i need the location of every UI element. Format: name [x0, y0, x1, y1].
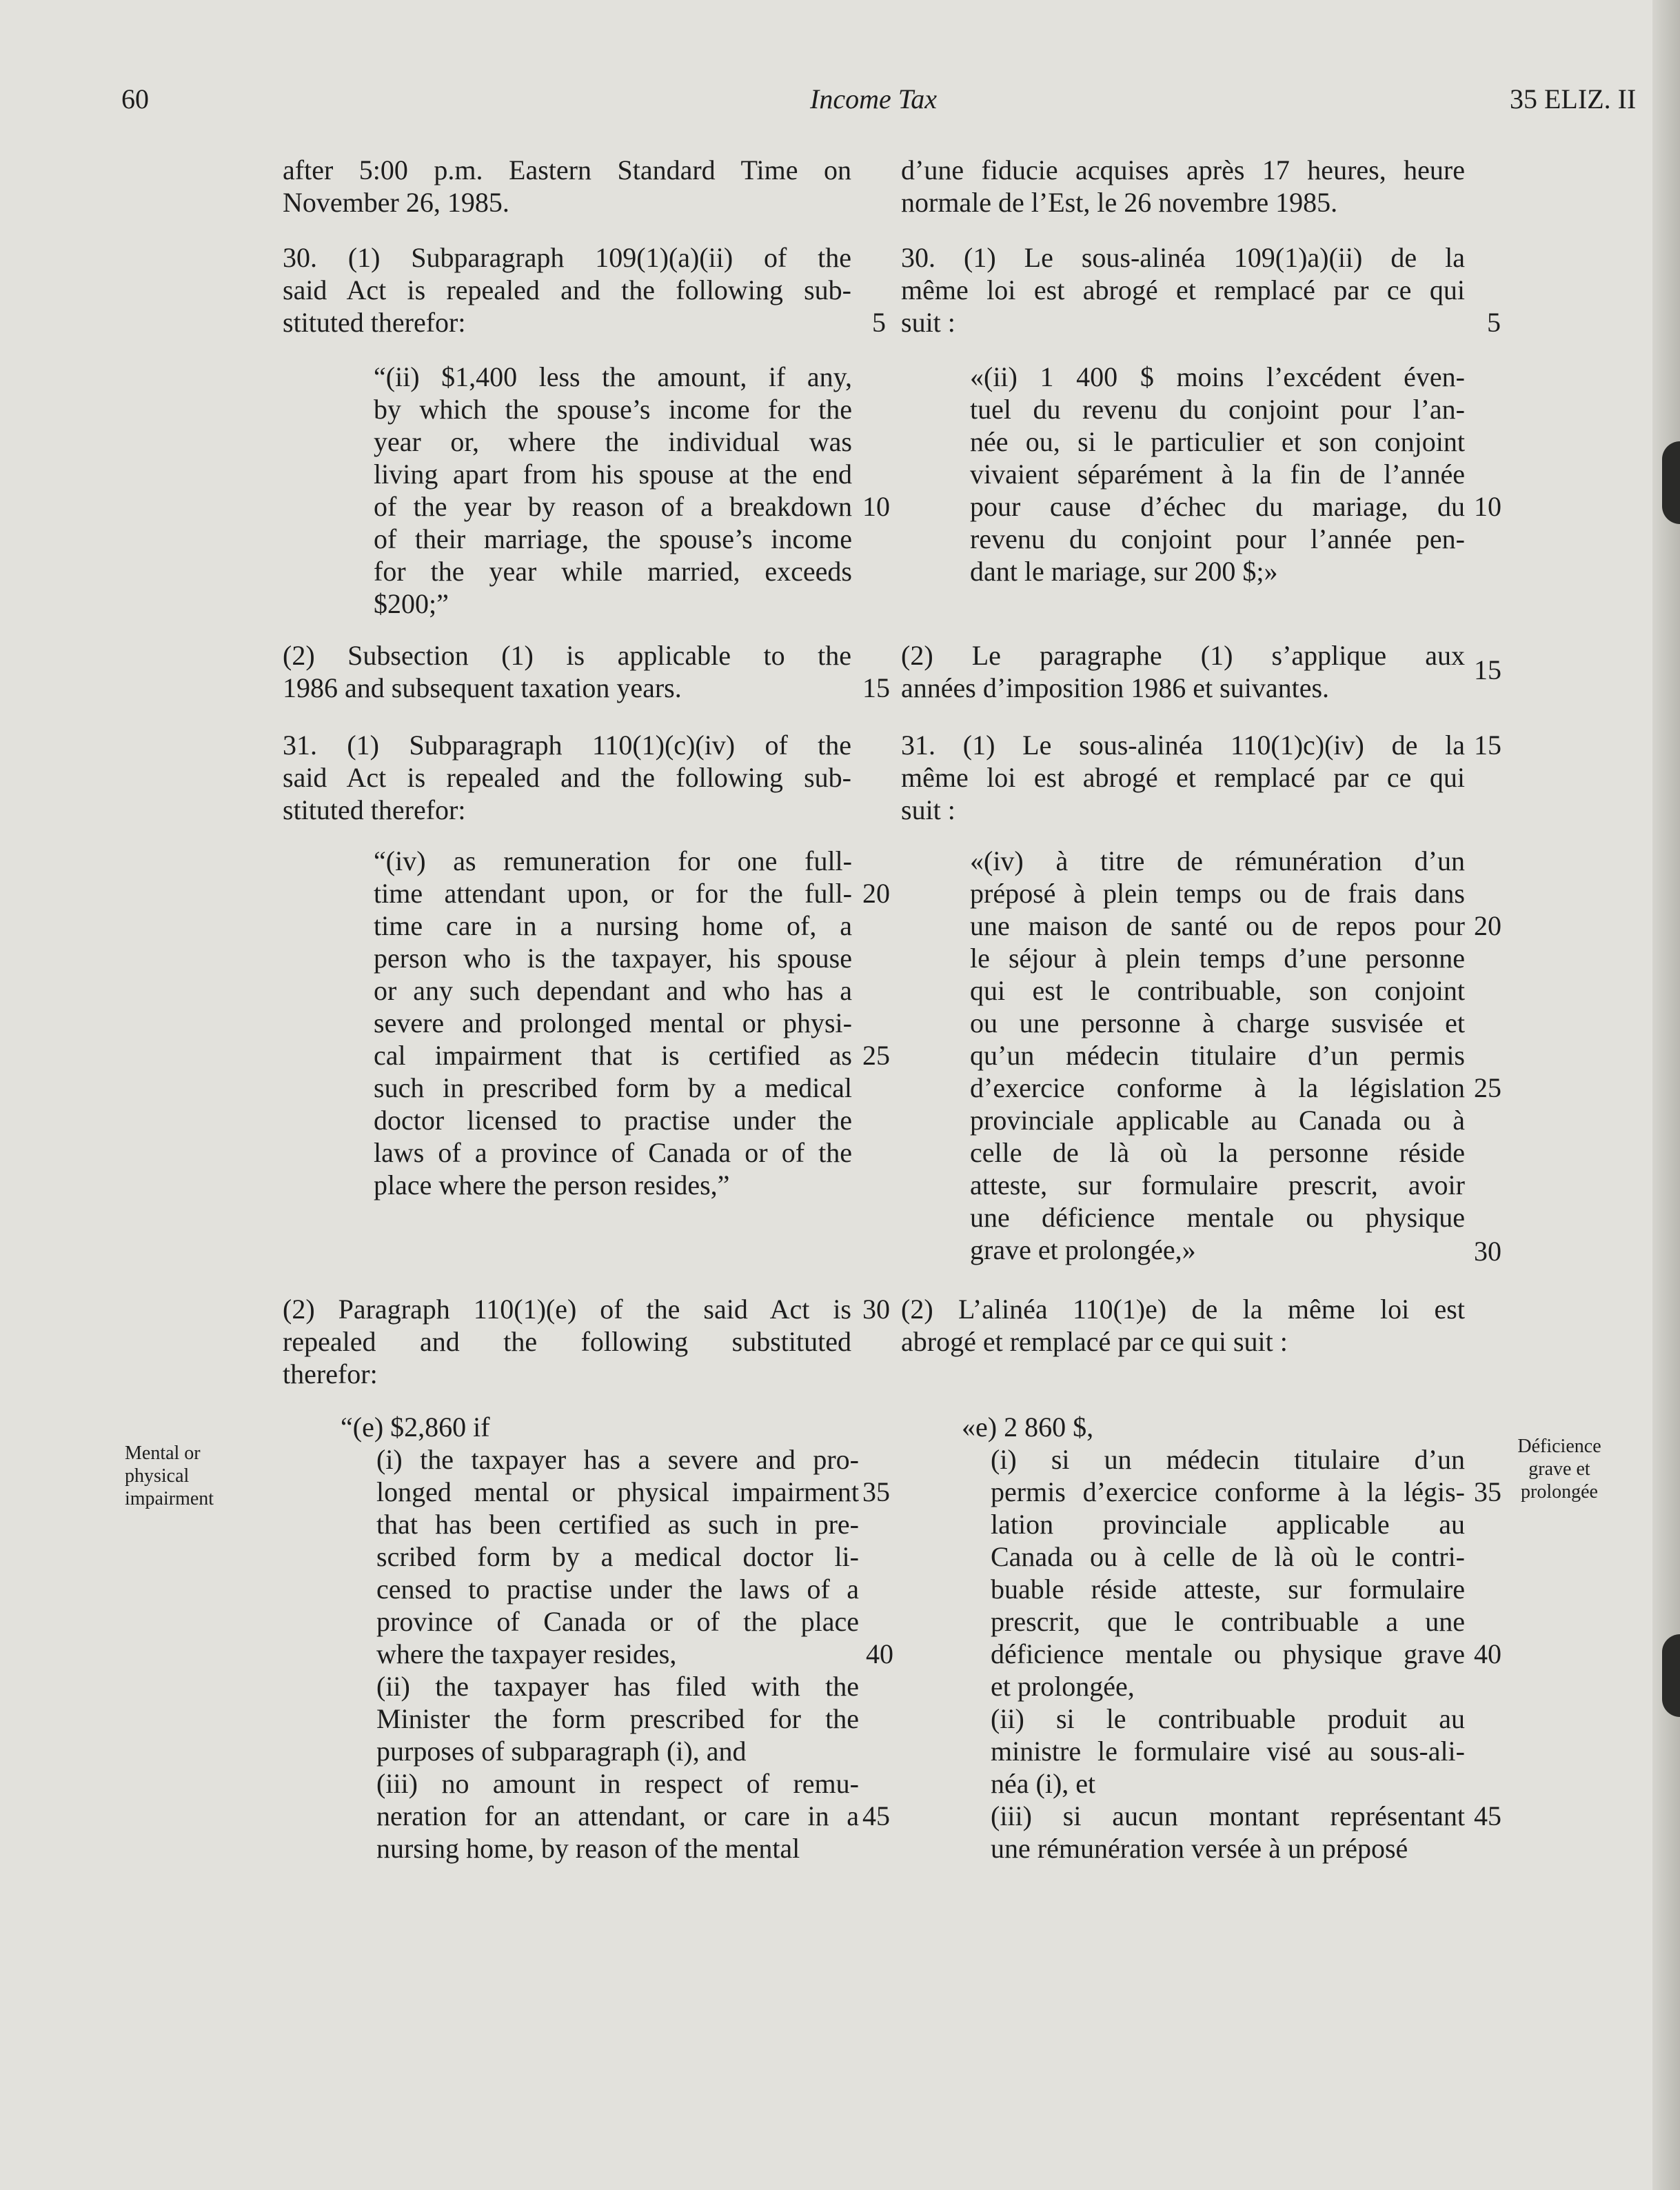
text-line: «e) 2 860 $,	[962, 1412, 1094, 1443]
text-line: même loi est abrogé et remplacé par ce qui	[901, 274, 1465, 305]
line-number: 20	[1474, 910, 1501, 941]
text-line: (iii) si aucun montant représentant	[991, 1800, 1465, 1831]
text-line: une déficience mentale ou physique	[970, 1202, 1465, 1233]
text-line: «(iv) à titre de rémunération d’un	[970, 845, 1465, 876]
section-heading: 30. (1) Subparagraph 109(1)(a)(ii) of the	[283, 242, 851, 273]
text-line: place where the person resides,”	[374, 1169, 730, 1201]
french-paragraph-e-heading	[962, 1411, 1465, 1443]
running-title: Income Tax	[810, 83, 938, 114]
text-line: (i) si un médecin titulaire d’un	[991, 1444, 1465, 1475]
text-line: suit :	[901, 794, 955, 825]
english-paragraph-e-items	[376, 1443, 859, 1865]
text-line: doctor licensed to practise under the	[374, 1105, 852, 1136]
text-line: (2) Subsection (1) is applicable to the	[283, 640, 851, 671]
french-section-30-2	[901, 639, 1465, 704]
english-section-30-2	[283, 639, 851, 704]
text-line: of their marriage, the spouse’s income	[374, 523, 852, 554]
text-line: années d’imposition 1986 et suivantes.	[901, 672, 1330, 703]
text-line: severe and prolonged mental or physi-	[374, 1007, 852, 1038]
text-line: déficience mentale ou physique grave	[991, 1638, 1465, 1669]
french-section-31-1	[901, 729, 1465, 826]
english-section-31-2	[283, 1293, 851, 1390]
text-line: (ii) si le contribuable produit au	[991, 1703, 1465, 1734]
text-line: (iii) no amount in respect of remu-	[376, 1768, 859, 1799]
line-number: 35	[862, 1476, 890, 1507]
binder-hole	[1662, 1634, 1680, 1717]
text-line: for the year while married, exceeds	[374, 556, 852, 587]
text-line: une rémunération versée à un préposé	[991, 1833, 1408, 1864]
line-number: 30	[1474, 1236, 1501, 1267]
line-number: 35	[1474, 1476, 1501, 1507]
regnal-year: 35 ELIZ. II	[1510, 83, 1637, 114]
text-line: Mental or	[125, 1443, 201, 1464]
english-paragraph-e-heading	[341, 1411, 852, 1443]
text-line: grave et prolongée,»	[970, 1234, 1196, 1265]
text-line: ministre le formulaire visé au sous-ali-	[991, 1736, 1465, 1767]
text-line: (2) Paragraph 110(1)(e) of the said Act is	[283, 1294, 851, 1325]
french-section-30-1	[901, 241, 1465, 339]
text-line: une maison de santé ou de repos pour	[970, 910, 1465, 941]
page-edge-shadow	[1652, 0, 1680, 2190]
line-number: 25	[862, 1040, 890, 1071]
text-line: (ii) the taxpayer has filed with the	[376, 1671, 859, 1702]
line-number: 45	[1474, 1800, 1501, 1831]
margin-note-french	[1514, 1435, 1605, 1503]
text-line: même loi est abrogé et remplacé par ce qui	[901, 762, 1465, 793]
text-line: stituted therefor:	[283, 794, 466, 825]
text-line: lation provinciale applicable au	[991, 1509, 1465, 1540]
french-paragraph-e-items	[991, 1443, 1465, 1865]
text-line: therefor:	[283, 1358, 378, 1389]
section-heading: 31. (1) Le sous-alinéa 110(1)c)(iv) de la	[901, 730, 1465, 761]
line-number: 40	[1474, 1638, 1501, 1669]
text-line: year or, where the individual was	[374, 426, 852, 457]
text-line: purposes of subparagraph (i), and	[376, 1736, 747, 1767]
text-line: d’une fiducie acquises après 17 heures, heure	[901, 154, 1465, 185]
text-line: where the taxpayer resides,	[376, 1638, 677, 1669]
text-line: et prolongée,	[991, 1671, 1135, 1702]
text-line: by which the spouse’s income for the	[374, 394, 852, 425]
text-line: “(ii) $1,400 less the amount, if any,	[374, 361, 852, 392]
line-number: 5	[1487, 307, 1501, 338]
text-line: prolongée	[1521, 1481, 1598, 1503]
text-line: said Act is repealed and the following sub-	[283, 762, 851, 793]
text-line: (i) the taxpayer has a severe and pro-	[376, 1444, 859, 1475]
text-line: scribed form by a medical doctor li-	[376, 1541, 859, 1572]
french-quote-30	[970, 361, 1465, 587]
text-line: “(e) $2,860 if	[341, 1412, 490, 1443]
text-line: cal impairment that is certified as	[374, 1040, 852, 1071]
text-line: normale de l’Est, le 26 novembre 1985.	[901, 187, 1338, 218]
text-line: «(ii) 1 400 $ moins l’excédent éven-	[970, 361, 1465, 392]
text-line: prescrit, que le contribuable a une	[991, 1606, 1465, 1637]
section-heading: 31. (1) Subparagraph 110(1)(c)(iv) of the	[283, 730, 851, 761]
text-line: of the year by reason of a breakdown	[374, 491, 852, 522]
text-line: time attendant upon, or for the full-	[374, 878, 852, 909]
line-number: 30	[862, 1294, 890, 1325]
english-section-31-1	[283, 729, 851, 826]
french-intro	[901, 154, 1465, 219]
text-line: revenu du conjoint pour l’année pen-	[970, 523, 1465, 554]
text-line: née ou, si le particulier et son conjoint	[970, 426, 1465, 457]
text-line: (2) L’alinéa 110(1)e) de la même loi est	[901, 1294, 1465, 1325]
line-number: 45	[862, 1800, 890, 1831]
text-line: impairment	[125, 1488, 214, 1509]
english-quote-30	[374, 361, 852, 620]
text-line: celle de là où la personne réside	[970, 1137, 1465, 1168]
text-line: néa (i), et	[991, 1768, 1096, 1799]
text-line: after 5:00 p.m. Eastern Standard Time on	[283, 154, 851, 185]
text-line: province of Canada or of the place	[376, 1606, 859, 1637]
text-line: neration for an attendant, or care in a	[376, 1800, 859, 1831]
text-line: November 26, 1985.	[283, 187, 509, 218]
text-line: laws of a province of Canada or of the	[374, 1137, 852, 1168]
text-line: préposé à plein temps ou de frais dans	[970, 878, 1465, 909]
line-number: 20	[862, 878, 890, 909]
english-quote-31	[374, 845, 852, 1201]
text-line: buable réside atteste, sur formulaire	[991, 1574, 1465, 1605]
english-section-30-1	[283, 241, 851, 339]
binder-hole	[1662, 441, 1680, 524]
text-line: atteste, sur formulaire prescrit, avoir	[970, 1169, 1465, 1201]
line-number: 25	[1474, 1072, 1501, 1103]
text-line: that has been certified as such in pre-	[376, 1509, 859, 1540]
text-line: 1986 and subsequent taxation years.	[283, 672, 682, 703]
text-line: grave et	[1528, 1458, 1590, 1480]
text-line: d’exercice conforme à la législation	[970, 1072, 1465, 1103]
text-line: physical	[125, 1465, 190, 1487]
text-line: living apart from his spouse at the end	[374, 459, 852, 490]
text-line: time care in a nursing home of, a	[374, 910, 852, 941]
text-line: tuel du revenu du conjoint pour l’an-	[970, 394, 1465, 425]
line-number: 10	[862, 491, 890, 522]
text-line: qui est le contribuable, son conjoint	[970, 975, 1465, 1006]
text-line: provinciale applicable au Canada ou à	[970, 1105, 1465, 1136]
text-line: said Act is repealed and the following sub-	[283, 274, 851, 305]
text-line: le séjour à plein temps d’une personne	[970, 943, 1465, 974]
page-number: 60	[121, 83, 149, 114]
text-line: $200;”	[374, 588, 449, 619]
english-intro	[283, 154, 851, 219]
text-line: dant le mariage, sur 200 $;»	[970, 556, 1278, 587]
text-line: pour cause d’échec du mariage, du	[970, 491, 1465, 522]
text-line: qu’un médecin titulaire d’un permis	[970, 1040, 1465, 1071]
line-number: 40	[866, 1638, 893, 1669]
text-line: or any such dependant and who has a	[374, 975, 852, 1006]
text-line: person who is the taxpayer, his spouse	[374, 943, 852, 974]
text-line: longed mental or physical impairment	[376, 1476, 859, 1507]
text-line: such in prescribed form by a medical	[374, 1072, 852, 1103]
text-line: censed to practise under the laws of a	[376, 1574, 859, 1605]
french-section-31-2	[901, 1293, 1465, 1358]
text-line: suit :	[901, 307, 955, 338]
text-line: (2) Le paragraphe (1) s’applique aux	[901, 640, 1465, 671]
text-line: stituted therefor:	[283, 307, 466, 338]
line-number: 10	[1474, 491, 1501, 522]
margin-note-english	[125, 1442, 214, 1510]
french-quote-31	[970, 845, 1465, 1266]
text-line: ou une personne à charge susvisée et	[970, 1007, 1465, 1038]
text-line: Minister the form prescribed for the	[376, 1703, 859, 1734]
line-number: 15	[1474, 730, 1501, 761]
line-number: 5	[872, 307, 886, 338]
line-number: 15	[862, 672, 890, 703]
text-line: nursing home, by reason of the mental	[376, 1833, 800, 1864]
text-line: repealed and the following substituted	[283, 1326, 851, 1357]
text-line: abrogé et remplacé par ce qui suit :	[901, 1326, 1288, 1357]
section-heading: 30. (1) Le sous-alinéa 109(1)a)(ii) de la	[901, 242, 1465, 273]
text-line: “(iv) as remuneration for one full-	[374, 845, 852, 876]
text-line: vivaient séparément à la fin de l’année	[970, 459, 1465, 490]
text-line: Canada ou à celle de là où le contri-	[991, 1541, 1465, 1572]
text-line: permis d’exercice conforme à la légis-	[991, 1476, 1465, 1507]
text-line: Déficience	[1517, 1436, 1601, 1457]
line-number: 15	[1474, 654, 1501, 685]
